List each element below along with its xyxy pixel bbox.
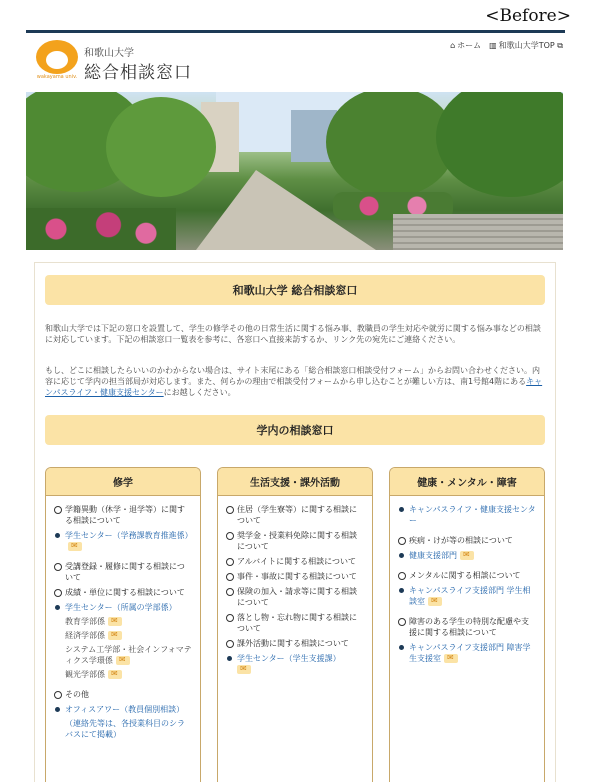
question-item: 奨学金・授業料免除に関する相談について	[226, 530, 364, 552]
question-item: 保険の加入・請求等に関する相談について	[226, 586, 364, 608]
question-item: 住居（学生寮等）に関する相談について	[226, 504, 364, 526]
mail-icon[interactable]	[108, 670, 122, 679]
university-logo[interactable]	[36, 40, 78, 86]
question-item: 受講登録・履修に関する相談について	[54, 561, 192, 583]
column-title: 生活支援・課外活動	[218, 468, 372, 496]
mail-icon[interactable]	[460, 551, 474, 560]
external-window-icon: ⧉	[557, 41, 563, 50]
hero-flowers	[26, 208, 176, 250]
mail-icon[interactable]	[444, 654, 458, 663]
contact-link[interactable]: 健康支援部門✉	[398, 550, 536, 561]
hero-tree	[436, 92, 563, 197]
mail-icon[interactable]	[68, 542, 82, 551]
site-title: 総合相談窓口	[84, 63, 192, 83]
top-rule	[26, 30, 565, 33]
sub-office: 教育学部係✉	[54, 616, 192, 627]
mail-icon[interactable]	[108, 617, 122, 626]
mail-icon[interactable]	[116, 656, 130, 665]
home-link[interactable]: ⌂ ホーム	[450, 41, 482, 50]
column-life-support	[217, 467, 373, 782]
logo-text: wakayama univ.	[36, 74, 78, 80]
question-item: メンタルに関する相談について	[398, 570, 536, 581]
sub-office: システム工学部・社会インフォマティクス学環係✉	[54, 644, 192, 666]
page-title-banner: 和歌山大学 総合相談窓口	[45, 275, 545, 305]
hero-stairs	[393, 214, 563, 250]
contact-link[interactable]: キャンパスライフ・健康支援センター	[398, 504, 536, 526]
before-label: <Before>	[485, 6, 571, 26]
question-item: アルバイトに関する相談について	[226, 556, 364, 567]
question-item: 疾病・けが等の相談について	[398, 535, 536, 546]
intro-paragraph: 和歌山大学では下記の窓口を設置して、学生の修学その他の日常生活に関する悩み事、教職員の学生対応や就労に関する悩み事などの相談に対応しています。下記の相談窓口一覧表を参考に、各窓口へ直接来訪するか、リンク先の宛先にご連絡ください。	[45, 324, 541, 344]
section-title-banner: 学内の相談窓口	[45, 415, 545, 445]
question-item: 障害のある学生の特別な配慮や支援に関する相談について	[398, 616, 536, 638]
university-name: 和歌山大学	[84, 48, 134, 59]
contact-link[interactable]: 学生センター（学生支援課） ✉	[226, 653, 364, 675]
question-item: 落とし物・忘れ物に関する相談について	[226, 612, 364, 634]
main-panel	[34, 262, 556, 782]
question-item: 事件・事故に関する相談について	[226, 571, 364, 582]
logo-mark-icon	[36, 40, 78, 74]
utility-links	[450, 40, 565, 51]
column-title: 修学	[46, 468, 200, 496]
contact-link[interactable]: 学生センター（所属の学部係）	[54, 602, 192, 613]
intro-paragraph-2: もし、どこに相談したらいいのかわからない場合は、サイト末尾にある「総合相談窓口相談受付フォーム」からお問い合わせください。内容に応じて学内の担当部局が対応します。また、何らかの理由で相談受付フォームから申し込むことが難しい方は、南1号館4階にあるキャンパスライフ・健康支援センターにお越しください。	[45, 366, 543, 397]
mail-icon[interactable]	[237, 665, 251, 674]
campus-hero-image	[26, 92, 563, 250]
question-item: 課外活動に関する相談について	[226, 638, 364, 649]
contact-link[interactable]: 学生センター（学務課教育推進係）✉	[54, 530, 192, 552]
contact-note: （連絡先等は、各授業科目のシラバスにて掲載）	[65, 719, 185, 739]
sub-office: 経済学部係✉	[54, 630, 192, 641]
question-item: 学籍異動（休学・退学等）に関する相談について	[54, 504, 192, 526]
mail-icon[interactable]	[108, 631, 122, 640]
contact-link[interactable]: オフィスアワー（教員個別相談）	[54, 704, 192, 715]
contact-link[interactable]: キャンパスライフ支援部門 学生相談室✉	[398, 585, 536, 607]
contact-link[interactable]: キャンパスライフ支援部門 障害学生支援室✉	[398, 642, 536, 664]
column-title: 健康・メンタル・障害	[390, 468, 544, 496]
site-header	[26, 36, 565, 88]
mail-icon[interactable]	[428, 597, 442, 606]
univ-top-link[interactable]: ▥ 和歌山大学TOP ⧉	[489, 41, 563, 50]
campus-life-center-link[interactable]: キャンパスライフ・健康支援センター	[45, 377, 543, 397]
home-icon: ⌂	[450, 41, 456, 50]
question-item: その他	[54, 689, 192, 700]
question-item: 成績・単位に関する相談について	[54, 587, 192, 598]
column-study	[45, 467, 201, 782]
column-health	[389, 467, 545, 782]
sub-office: 観光学部係✉	[54, 669, 192, 680]
building-icon: ▥	[489, 41, 497, 50]
